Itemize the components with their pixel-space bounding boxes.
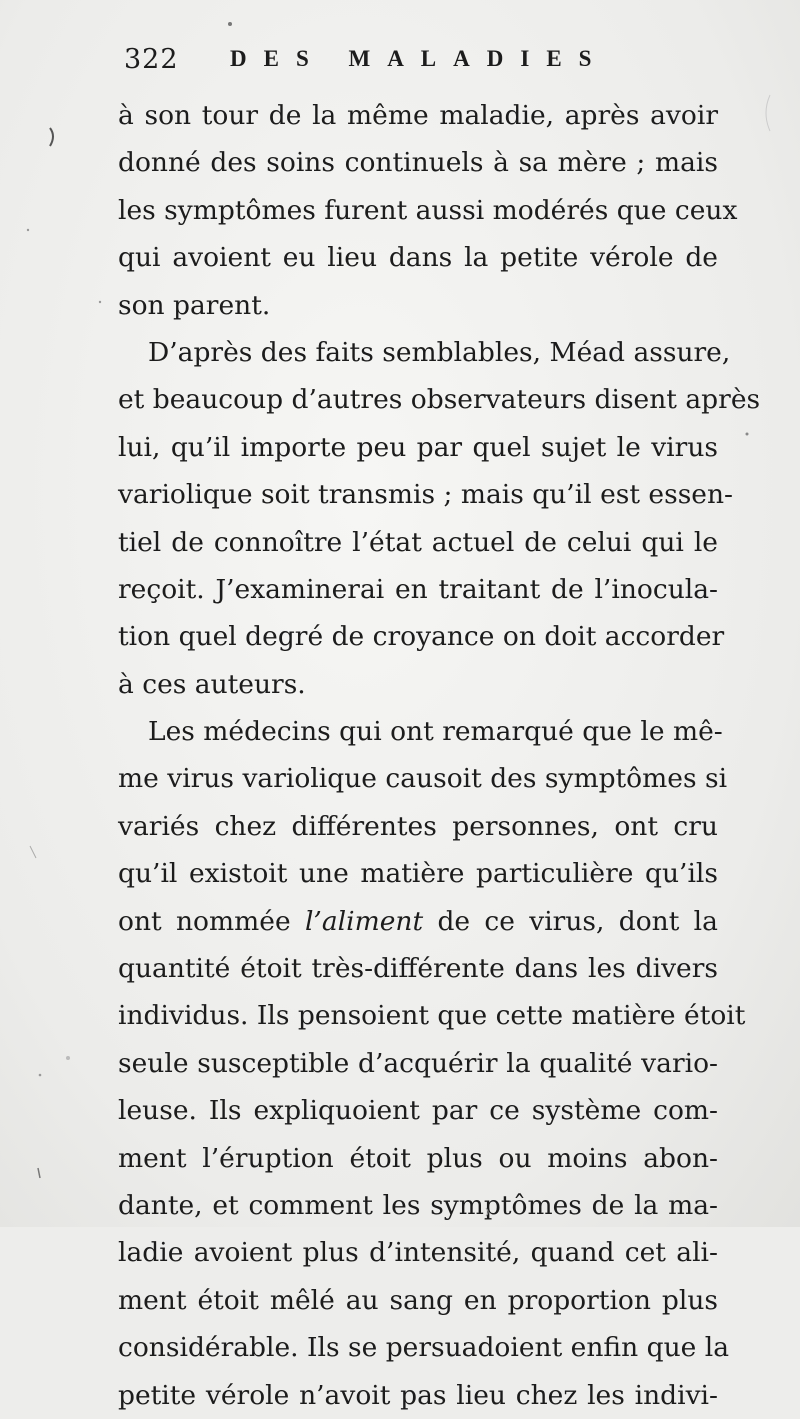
text-line: variés chez différentes personnes, ont cru — [118, 810, 718, 842]
speck — [746, 433, 749, 436]
speck — [99, 301, 101, 303]
speck — [39, 1074, 42, 1077]
speck — [27, 229, 29, 231]
text-segment: de ce virus, dont la — [437, 905, 718, 937]
text-line: les symptômes furent aussi modérés que ceux — [118, 194, 738, 226]
text-line: considérable. Ils se persuadoient enfin que la — [118, 1332, 730, 1364]
speck — [66, 1056, 70, 1060]
page-header — [124, 44, 724, 84]
text-line: à son tour de la même maladie, après avoir — [118, 100, 718, 131]
text-line: D’après des faits semblables, Méad assure, — [148, 336, 731, 368]
text-line: qui avoient eu lieu dans la petite vérole de — [118, 242, 718, 274]
text-line: qu’il existoit une matière particulière qu’ils — [118, 858, 718, 890]
italic-term: l’aliment — [304, 905, 424, 937]
text-line: tion quel degré de croyance on doit accorder — [118, 621, 725, 653]
page-number: 322 — [124, 44, 179, 75]
text-line: me virus variolique causoit des symptômes si — [118, 763, 728, 795]
text-line: leuse. Ils expliquoient par ce système com- — [118, 1095, 718, 1127]
text-line: à ces auteurs. — [118, 668, 306, 700]
text-line: reçoit. J’examinerai en traitant de l’inocula- — [118, 573, 718, 605]
margin-mark — [766, 95, 770, 131]
margin-mark — [38, 1168, 40, 1178]
text-line: et beaucoup d’autres observateurs disent après — [118, 384, 761, 416]
text-line: tiel de connoître l’état actuel de celui qui le — [118, 526, 718, 558]
text-line: Les médecins qui ont remarqué que le mê- — [148, 716, 723, 748]
margin-mark — [50, 128, 53, 146]
text-line: lui, qu’il importe peu par quel sujet le virus — [118, 431, 718, 463]
text-line: individus. Ils pensoient que cette matière étoit — [118, 1000, 746, 1032]
margin-mark — [30, 846, 36, 858]
running-head: DES MALADIES — [230, 46, 609, 71]
text-line: variolique soit transmis ; mais qu’il est essen- — [118, 479, 734, 511]
text-line: son parent. — [118, 289, 271, 321]
text-line: ment l’éruption étoit plus ou moins abon- — [118, 1142, 718, 1174]
text-line-with-italic — [118, 898, 718, 945]
body-text — [118, 92, 761, 1419]
text-line: quantité étoit très-différente dans les divers — [118, 953, 718, 985]
text-segment: ont nommée — [118, 905, 291, 937]
text-line: ladie avoient plus d’intensité, quand cet ali- — [118, 1237, 718, 1269]
text-line: ment étoit mêlé au sang en proportion plus — [118, 1284, 718, 1316]
text-line: petite vérole n’avoit pas lieu chez les indivi- — [118, 1379, 718, 1411]
speck — [228, 22, 232, 26]
text-line: dante, et comment les symptômes de la ma- — [118, 1189, 718, 1221]
text-line: seule susceptible d’acquérir la qualité vario- — [118, 1047, 718, 1079]
text-line: donné des soins continuels à sa mère ; mais — [118, 147, 718, 179]
